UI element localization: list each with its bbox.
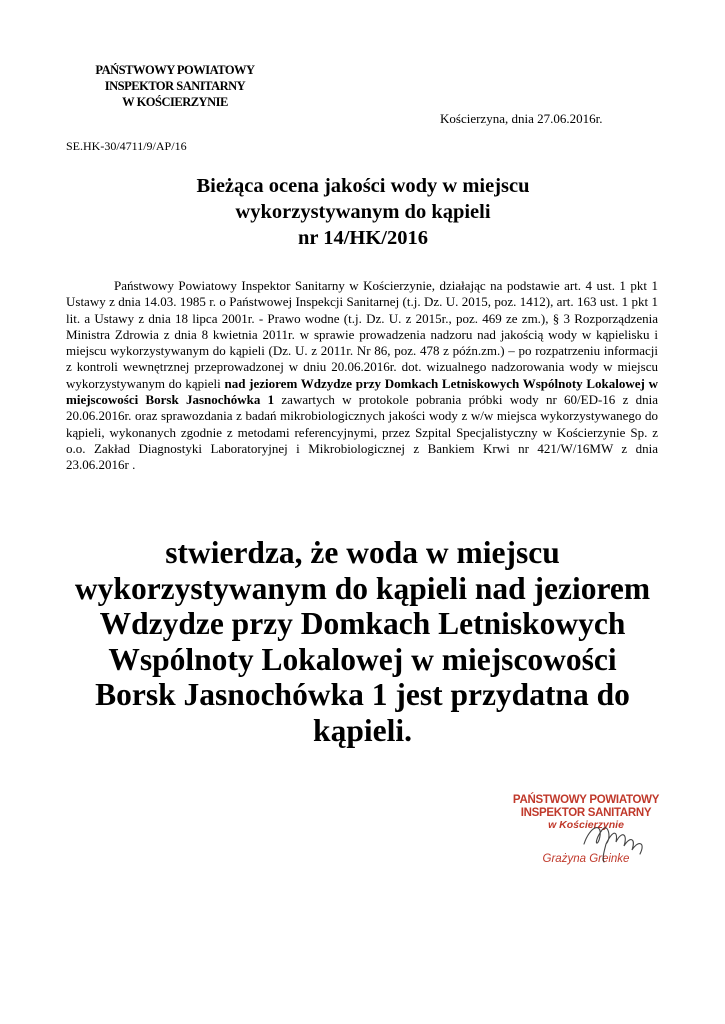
stamp-line-1: PAŃSTWOWY POWIATOWY — [512, 794, 660, 806]
document-date: Kościerzyna, dnia 27.06.2016r. — [440, 111, 603, 126]
decision-line-5: Borsk Jasnochówka 1 jest przydatna do — [95, 677, 630, 712]
body-paragraph — [66, 278, 658, 474]
decision-line-4: Wspólnoty Lokalowej w miejscowości — [108, 641, 617, 677]
decision-line-2: wykorzystywanym do kąpieli nad jeziorem — [74, 570, 651, 606]
official-stamp-signature — [506, 784, 666, 884]
decision-line-6: kąpieli. — [313, 712, 412, 748]
issuer-line-1: PAŃSTWOWY POWIATOWY — [95, 63, 255, 77]
reference-number: SE.HK-30/4711/9/AP/16 — [66, 139, 187, 153]
stamp-signatory-name: Grażyna Greinke — [542, 853, 630, 865]
body-bold-location: nad jeziorem Wdzydze przy Domkach Letniskowych Wspólnoty Lokalowej w miejscowości Borsk Jasnochówka 1 — [66, 375, 658, 408]
decision-line-1: stwierdza, że woda w miejscu — [165, 535, 560, 570]
issuer-line-2: INSPEKTOR SANITARNY — [104, 79, 246, 93]
stamp-line-2: INSPEKTOR SANITARNY — [520, 807, 652, 819]
issuer-header — [66, 62, 284, 110]
title-line-3: nr 14/HK/2016 — [297, 227, 429, 249]
title-line-1: Bieżąca ocena jakości wody w miejscu — [196, 175, 530, 197]
title-line-2: wykorzystywanym do kąpieli — [235, 201, 491, 223]
body-part-2: zawartych w protokole pobrania próbki wody nr 60/ED-16 z dnia 20.06.2016r. oraz sprawozdania z badań mikrobiologicznych jakości wody z w/w miejsca wykorzystywanego do kąpieli, wykonanych zgodnie z metodami referencyjnymi, przez Szpital Specjalistyczny w Kościerzynie Sp. z o.o. Zakład Diagnostyki Laboratoryjnej i Mikrobiologicznej z Bankiem Krwi nr 421/W/16MW z dnia 23.06.2016r . — [66, 392, 658, 473]
issuer-line-3: W KOŚCIERZYNIE — [122, 95, 228, 109]
body-part-1: Państwowy Powiatowy Inspektor Sanitarny w Kościerzynie, działając na podstawie art. 4 ust. 1 pkt 1 Ustawy z dnia 14.03. 1985 r. o Państwowej Inspekcji Sanitarnej (t.j. Dz. U. 2015, poz. 1412), art. 163 ust. 1 pkt 1 lit. a Ustawy z dnia 18 lipca 2001r. - Prawo wodne (t.j. Dz. U. z 2015r., poz. 469 ze zm.), § 3 Rozporządzenia Ministra Zdrowia z dnia 8 kwietnia 2011r. w sprawie prowadzenia nadzoru nad jakością wody w kąpielisku i miejscu wykorzystywanym do kąpieli (Dz. U. z 2011r. Nr 86, poz. 478 z późn.zm.) – po rozpatrzeniu informacji z kontroli wewnętrznej przeprowadzonej w dniu 20.06.2016r. dot. wizualnego nadzorowania wody w miejscu wykorzystywanym do kąpieli — [66, 278, 658, 391]
decision-line-3: Wdzydze przy Domkach Letniskowych — [99, 606, 626, 641]
stamp-line-3: w Kościerzynie — [548, 819, 624, 831]
document-title — [140, 173, 586, 251]
decision-statement — [40, 535, 685, 748]
body-paragraph-text — [66, 278, 658, 474]
